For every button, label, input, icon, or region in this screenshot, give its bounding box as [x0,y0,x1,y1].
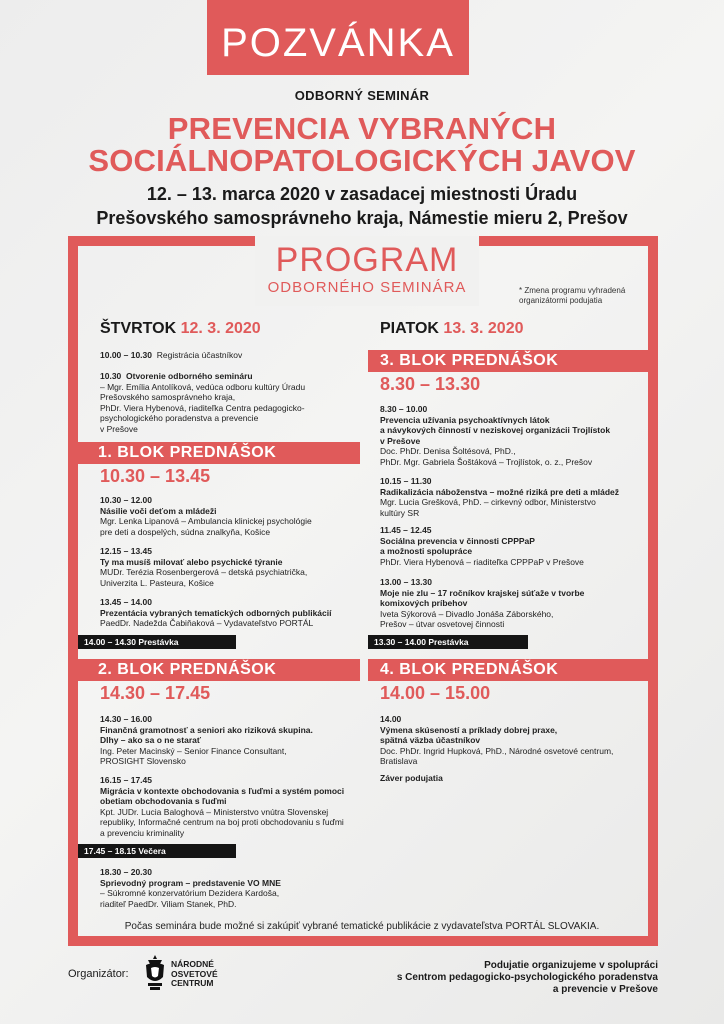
date-venue [0,182,724,230]
item-title: Sprievodný program – predstavenie VO MNE [100,877,281,888]
item-title: Moje nie zlu – 17 ročníkov krajskej súťaže v tvorbe [380,587,585,598]
item-line: Univerzita L. Pasteura, Košice [100,577,214,588]
item-line: Mgr. Lucia Grešková, PhD. – cirkevný odbor, Ministerstvo [380,497,596,507]
publications-note: Počas seminára bude možné si zakúpiť vybrané tematické publikácie z vydavateľstva PORTÁL SLOVAKIA. [124,921,600,932]
friday-heading [380,320,524,338]
item-title: Sociálna prevencia v činnosti CPPPaP [380,535,535,546]
item-line: MUDr. Terézia Rosenbergerová – detská psychiatrička, [100,567,308,577]
coop-line: s Centrom pedagogicko-psychologického poradenstva [396,972,658,983]
closing: Záver podujatia [380,773,443,783]
organizer-logo-icon [144,955,166,991]
item-time: 10.30 – 12.00 [100,495,152,505]
note-line-1: * Zmena programu vyhradená [519,286,626,295]
frame-left [68,236,78,946]
program-heading [255,236,479,306]
item-title: spätná väzba účastníkov [380,735,481,745]
organizer-logo-text [171,960,218,989]
item-line: kultúry SR [380,507,420,518]
item-line: PhDr. Viera Hybenová, riaditeľka Centra pedagogicko- [100,402,305,413]
item-title: Násilie voči deťom a mládeži [100,505,217,516]
organizer-label: Organizátor: [68,968,129,980]
item-time: 8.30 – 10.00 [380,404,428,414]
item-title: a návykových činností v neziskovej organizácii Trojlístok [380,425,611,435]
thursday-day: ŠTVRTOK [100,320,177,337]
title-line-2: SOCIÁLNOPATOLOGICKÝCH JAVOV [88,143,636,178]
item-line: Doc. PhDr. Ingrid Hupková, PhD., Národné osvetové centrum, [380,745,614,756]
block-3-header: 3. BLOK PREDNÁŠOK [368,350,648,372]
block-1-item-1 [100,495,355,537]
item-title: obetiam obchodovania s ľuďmi [100,796,227,806]
block-1-header: 1. BLOK PREDNÁŠOK [78,442,360,464]
item-line: republiky, Informačné centrum na boj proti obchodovaniu s ľuďmi [100,817,344,827]
item-line: Doc. PhDr. Denisa Šoltésová, PhD., [380,446,516,456]
block-3-item-1 [380,404,642,467]
block-2-item-1 [100,714,355,767]
block-2-item-3 [100,867,355,909]
item-time: 10.00 – 10.30 [100,350,152,360]
logo-line: CENTRUM [171,978,214,988]
item-line: – Súkromné konzervatórium Dezidera Kardoša, [100,888,280,898]
item-title: Prevencia užívania psychoaktívnych látok [380,414,550,425]
note-line-2: organizátormi podujatia [519,296,603,305]
block-3-item-4 [380,577,642,630]
item-time: 14.30 – 16.00 [100,714,152,724]
item-time: 13.00 – 13.30 [380,577,432,587]
block-2-item-2 [100,775,362,838]
program-title: PROGRAM [275,241,459,279]
block-4-time: 14.00 – 15.00 [380,683,491,703]
break-1: 14.00 – 14.30 Prestávka [78,635,236,649]
invitation-banner [207,0,469,75]
item-line: PaedDr. Nadežda Čabiňaková – Vydavateľstvo PORTÁL [100,618,314,628]
friday-date: 13. 3. 2020 [443,320,524,337]
item-title: Radikalizácia náboženstva – možné riziká pre deti a mládež [380,486,620,497]
item-line: psychologického poradenstva a prevencie [100,413,259,423]
item-line: Mgr. Lenka Lipanová – Ambulancia klinickej psychológie [100,516,312,526]
registration-item [100,350,350,361]
item-time: 18.30 – 20.30 [100,867,152,877]
block-1-item-2 [100,546,355,588]
item-line: – Mgr. Emília Antolíková, vedúca odboru kultúry Úradu [100,381,306,392]
item-line: Bratislava [380,756,418,766]
thursday-date: 12. 3. 2020 [180,320,261,337]
block-4-header: 4. BLOK PREDNÁŠOK [368,659,648,681]
logo-line: OSVETOVÉ [171,968,218,979]
frame-bottom [68,936,658,946]
item-time: 10.30 [100,371,122,381]
item-time: 13.45 – 14.00 [100,597,152,607]
block-3-item-2 [380,476,642,518]
item-title: Ty ma musíš milovať alebo psychické týranie [100,556,283,567]
item-title: Finančná gramotnosť a seniori ako riziková skupina. [100,724,313,735]
coop-line: Podujatie organizujeme v spolupráci [484,960,658,971]
item-time: 11.45 – 12.45 [380,525,432,535]
date-line-1: 12. – 13. marca 2020 v zasadacej miestnosti Úradu [146,184,578,204]
block-3-item-3 [380,525,642,567]
program-subtitle: ODBORNÉHO SEMINÁRA [267,279,467,296]
item-title: Dlhy – ako sa o ne starať [100,735,201,745]
item-title: komixových príbehov [380,598,468,608]
frame-right [648,236,658,946]
item-title: Výmena skúseností a príklady dobrej praxe, [380,724,558,735]
item-line: Ing. Peter Macinský – Senior Finance Consultant, [100,745,287,756]
item-line: PhDr. Mgr. Gabriela Šoštáková – Trojlístok, o. z., Prešov [380,456,593,467]
item-title: a možnosti spolupráce [380,546,473,556]
item-title: Otvorenie odborného semináru [126,371,253,381]
item-time: 16.15 – 17.45 [100,775,152,785]
item-line: Prešovského samosprávneho kraja, [100,392,236,402]
block-1-time: 10.30 – 13.45 [100,466,211,486]
logo-line: NÁRODNÉ [171,959,214,969]
coop-line: a prevencie v Prešove [552,984,658,995]
item-time: 12.15 – 13.45 [100,546,152,556]
item-line: a prevenciu kriminality [100,827,185,838]
invitation-title: POZVÁNKA [221,21,455,65]
seminar-label: ODBORNÝ SEMINÁR [294,88,430,103]
item-line: PROSIGHT Slovensko [100,756,186,766]
item-line: Iveta Sýkorová – Divadlo Jonáša Záborského, [380,608,554,619]
dinner-break: 17.45 – 18.15 Večera [78,844,236,858]
item-line: PhDr. Viera Hybenová – riaditeľka CPPPaP v Prešove [380,556,584,567]
item-line: pre deti a dospelých, súdna znalkyňa, Košice [100,526,271,537]
block-4-item-1 [380,714,642,767]
item-line: Kpt. JUDr. Lucia Baloghová – Ministerstvo vnútra Slovenskej [100,806,329,817]
item-time: 10.15 – 11.30 [380,476,432,486]
opening-item [100,371,350,434]
item-line: v Prešove [100,423,138,434]
item-text: Registrácia účastníkov [156,350,243,360]
thursday-heading [100,320,261,338]
break-2: 13.30 – 14.00 Prestávka [368,635,528,649]
item-line: Prešov – útvar osvetovej činnosti [380,619,505,629]
item-title: v Prešove [380,435,421,446]
item-title: Migrácia v kontexte obchodovania s ľuďmi a systém pomoci [100,785,345,796]
title-line-1: PREVENCIA VYBRANÝCH [167,111,557,146]
item-title: Prezentácia vybraných tematických odborných publikácií [100,607,332,618]
block-2-header: 2. BLOK PREDNÁŠOK [78,659,360,681]
friday-day: PIATOK [380,320,439,337]
date-line-2: Prešovského samosprávneho kraja, Námestie mieru 2, Prešov [96,208,628,228]
block-1-item-3 [100,597,362,629]
item-line: riaditeľ PaedDr. Viliam Stanek, PhD. [100,898,237,909]
main-title [0,113,724,177]
cooperation-note [380,960,658,996]
item-time: 14.00 [380,714,402,724]
program-note [519,286,649,306]
block-3-time: 8.30 – 13.30 [380,374,481,394]
block-2-time: 14.30 – 17.45 [100,683,211,703]
